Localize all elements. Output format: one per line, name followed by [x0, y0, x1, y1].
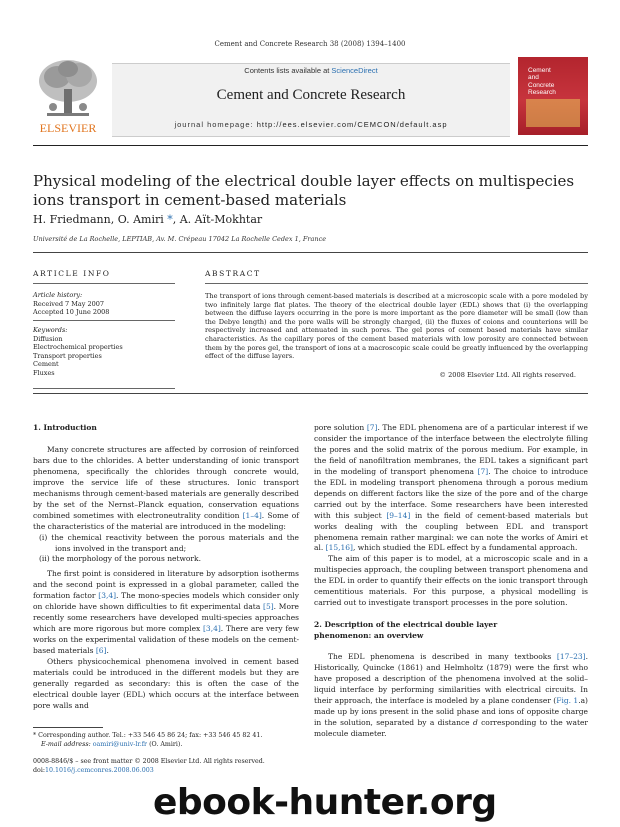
watermark: ebook-hunter.org [153, 782, 497, 823]
citation-link[interactable]: [9–14] [386, 510, 411, 520]
email-suffix: (O. Amiri). [147, 740, 183, 748]
issn-block [33, 758, 299, 775]
section-heading-line: phenomenon: an overview [314, 631, 424, 641]
keywords [33, 326, 175, 378]
paragraph-text: The first point is considered in literature by adsorption isotherms and the second point is expressed in a global parameter, called the formation factor [33, 569, 299, 601]
paragraph-text: , which studied the EDL effect by a fundamental approach. [352, 543, 578, 553]
article-info-rule [33, 320, 175, 321]
doi-link[interactable]: 10.1016/j.cemconres.2008.06.003 [44, 766, 154, 774]
journal-citation: Cement and Concrete Research 38 (2008) 1394–1400 [214, 40, 406, 48]
abstract-heading: ABSTRACT [205, 269, 261, 278]
elsevier-wordmark: ELSEVIER [39, 121, 97, 135]
paragraph-text: . Some of the characteristics of the material are introduced in the modeling: [33, 510, 299, 531]
footnote-rule [33, 727, 103, 728]
section-heading-edl [314, 620, 588, 642]
email-link[interactable]: oamiri@univ-lr.fr [92, 740, 148, 748]
elsevier-logo [33, 55, 103, 135]
keyword: Diffusion [33, 334, 63, 343]
doi-line [33, 767, 299, 776]
citation-link[interactable]: [1–4] [242, 510, 262, 520]
keyword: Electrochemical properties [33, 343, 123, 352]
info-divider [33, 252, 588, 253]
journal-cover-thumbnail [518, 57, 588, 135]
article-title: Physical modeling of the electrical double layer effects on multispecies ions transport in cement-based materials [33, 172, 575, 209]
authors-first: H. Friedmann, O. Amiri [33, 213, 168, 226]
citation-link[interactable]: [3,4] [98, 591, 117, 601]
header-divider [33, 145, 588, 146]
contents-prefix: Contents lists available at [244, 66, 332, 75]
variable-d: d [472, 717, 478, 727]
paragraph-text: pore solution [314, 423, 367, 432]
paragraph-text: corresponding to the water molecule diameter. [314, 717, 588, 738]
paragraph-text: . There are very few works on the experimental validation of these models on the cement-based materials [33, 624, 299, 656]
paragraph [314, 652, 588, 740]
sciencedirect-link[interactable]: ScienceDirect [331, 66, 378, 75]
elsevier-tree-icon [33, 55, 103, 135]
cover-title-line: and [528, 74, 539, 82]
abstract-text: The transport of ions through cement-based materials is described at a microscopic scale with a pore modeled by two infinitely large flat plates. The theory of the electrical double layer (EDL) shows that (i) the overlapping between the diffuse layers occurring in the pore is more important as the pore diameter will be small (low than the Debye length) and the pore walls will be strongly charged, (ii) the fluxes of coions and counterions will be respectively increased and attenuated in such pores. The gel pores of cement based materials have similar characteristics. As the capillary pores of the cement based materials with low porosity are connected between them by the pores gel, the transport of ions at a macroscopic scale could be greatly influenced by the overlapping effect of the diffuse layers. [205, 292, 588, 361]
paragraph-text: . The choice to introduce the EDL in modeling transport phenomena through a porous medium depends on different factors like the size of the pore and of the charge carried out by the interface. Some researchers have been interested with this subject [314, 466, 588, 520]
cover-title [528, 67, 584, 97]
citation-link[interactable]: [5] [263, 602, 274, 612]
received-date: Received 7 May 2007 [33, 299, 105, 308]
keyword: Transport properties [33, 351, 102, 360]
cover-graphic [526, 99, 580, 127]
accepted-date: Accepted 10 June 2008 [33, 308, 110, 317]
contents-line [112, 66, 510, 75]
keyword: Cement [33, 360, 59, 369]
citation-link[interactable]: [6] [95, 646, 107, 656]
authors [33, 213, 262, 226]
paragraph-text: . The EDL phenomena are of a particular interest if we consider the importance of the interface between the electrolyte filling the pores and the solid matrix of the porous medium. For example, in the field of nanofiltration membranes, the EDL takes a significant part in the modeling of transport phenomena [314, 423, 588, 476]
paragraph-text: in the field of cement-based materials but works dealing with the coupling between EDL and transport phenomena remain rather marginal: we can note the works of Amiri et al. [314, 510, 588, 553]
body-column-right [314, 423, 588, 740]
article-info-rule [33, 388, 175, 389]
citation-link[interactable]: [17–23] [556, 652, 586, 662]
abstract-rule [205, 283, 588, 284]
footnote-corresponding-author: * Corresponding author. Tel.: +33 546 45 86 24; fax: +33 546 45 82 41. [33, 732, 263, 739]
paragraph [33, 445, 299, 533]
homepage-url-link[interactable]: http://ees.elsevier.com/CEMCON/default.asp [256, 120, 448, 129]
citation-link[interactable]: [15,16] [325, 543, 353, 553]
paragraph-text: . The mono-species models which consider only on chloride have shown difficulties to fit experimental data [33, 591, 299, 612]
corresponding-author-link[interactable]: * [167, 213, 173, 226]
doi-label: doi: [33, 766, 45, 774]
history-label: Article history: [33, 291, 83, 299]
citation-link[interactable]: [7] [477, 466, 489, 476]
figure-link[interactable]: Fig. 1 [556, 695, 579, 705]
authors-rest: , A. Aït-Mokhtar [172, 213, 263, 226]
paragraph-text: . More recently some researchers have developed multi-species approaches which are more rigorous but more complex [33, 602, 299, 634]
paragraph [33, 569, 299, 657]
paragraph: Others physicochemical phenomena involved in cement based materials could be introduced in the different models but they are generally regarded as secondary: this is often the case of the electrical double layer (EDL) which occurs at the interface between pore walls and [33, 657, 299, 710]
keywords-label: Keywords: [33, 326, 68, 334]
paragraph-text: The EDL phenomena is described in many textbooks [328, 652, 557, 662]
abstract-copyright: © 2008 Elsevier Ltd. All rights reserved. [439, 371, 576, 379]
journal-name: Cement and Concrete Research [216, 87, 406, 103]
citation-link[interactable]: [7] [366, 423, 378, 432]
email-label: E-mail address: [41, 740, 93, 748]
article-info-heading: ARTICLE INFO [33, 269, 111, 278]
journal-homepage [112, 120, 510, 129]
cover-title-line: Concrete [528, 81, 555, 89]
body-column-left [33, 423, 299, 712]
paragraph: The aim of this paper is to model, at a microscopic scale and in a multispecies approach, the coupling between transport phenomena and the EDL in order to quantify their effects on the ionic transport through cementitious materials. For this purpose, a physical modelling is carried out to investigate transport processes in the pore solution. [314, 554, 588, 608]
issn-line: 0008-8846/$ – see front matter © 2008 Elsevier Ltd. All rights reserved. [33, 758, 265, 765]
section-heading-introduction: 1. Introduction [33, 423, 97, 432]
keyword: Fluxes [33, 368, 55, 377]
section-heading-line: 2. Description of the electrical double layer [314, 620, 498, 630]
citation-link[interactable]: [3,4] [203, 624, 221, 634]
article-info-rule [33, 283, 175, 284]
paragraph-text: . [106, 646, 109, 656]
article-history [33, 291, 175, 317]
cover-title-line: Cement [528, 67, 551, 74]
cover-title-line: Research [528, 89, 556, 97]
paragraph-text: Many concrete structures are affected by corrosion of reinforced bars due to the chlorides. A better understanding of ionic transport phenomena, specifically the chlorides through concrete would, improve the service life of these structures. Ionic transport mechanisms through cement-based materials are generally described by the set of the Nernst–Planck equation, conservation equations combined sometimes with electroneutrality condition [33, 444, 299, 520]
paragraph-text: . Historically, Quincke (1861) and Helmholtz (1879) were the first who have proposed a description of the phenomena involved at the solid–liquid interface by performing similarities with electrical circuits. In their approach, the interface is modeled by a plane condenser ( [314, 652, 588, 705]
list-item: (ii) the morphology of the porous network. [39, 554, 201, 564]
paragraph [314, 423, 588, 554]
paragraph-text: .a) made up by ions present in the solid phase and ions of opposite charge in the solution, separated by a distance [314, 695, 588, 727]
abstract-end-divider [33, 393, 588, 394]
affiliation: Université de La Rochelle, LEPTIAB, Av. M. Crépeau 17042 La Rochelle Cedex 1, France [33, 235, 327, 243]
list-item: (i) the chemical reactivity between the porous materials and the ions involved in the transport and; [39, 532, 299, 553]
homepage-prefix: journal homepage: [174, 120, 257, 129]
footnote [33, 732, 299, 749]
footnote-email-line [33, 741, 299, 750]
